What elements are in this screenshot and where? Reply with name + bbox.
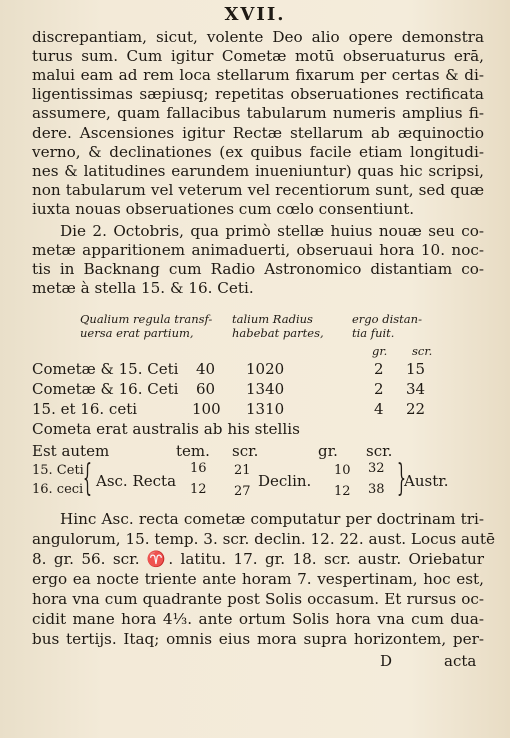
- row-value-radius: 1310: [246, 400, 285, 418]
- asc-scr: 21: [234, 463, 251, 478]
- est-autem-label: Est autem: [32, 442, 110, 460]
- table-heading-radius: talium Radius habebat partes,: [232, 312, 324, 340]
- text-line: Hinc Asc. recta cometæ computatur per doctrinam tri-: [60, 510, 484, 528]
- text-line: metæ à stella 15. & 16. Ceti.: [32, 279, 254, 297]
- est-scr: scr.: [232, 442, 259, 460]
- row-value-radius: 1340: [246, 380, 285, 398]
- row-value-gr: 2: [374, 360, 384, 378]
- row-value-gr: 2: [374, 380, 384, 398]
- text-line: metæ apparitionem animaduerti, obseruaui hora 10. noc-: [32, 241, 484, 259]
- table-sub-scr: scr.: [412, 344, 433, 358]
- asc-recta-label: Asc. Recta: [96, 472, 177, 490]
- row-value-radius: 1020: [246, 360, 285, 378]
- text-line: discrepantiam, sicut, volente Deo alio opere demonstra: [32, 28, 484, 46]
- row-label: 15. et 16. ceti: [32, 400, 138, 418]
- text-line: non tabularum vel veterum vel recentiorum sunt, sed quæ: [32, 181, 484, 199]
- text-line: Cometa erat australis ab his stellis: [32, 420, 300, 438]
- declin-scr: 38: [368, 482, 385, 497]
- text-line: hora vna cum quadrante post Solis occasum. Et rursus oc-: [32, 590, 484, 608]
- star-label: 16. ceci: [32, 482, 84, 497]
- text-line: tis in Backnang cum Radio Astronomico distantiam co-: [32, 260, 484, 278]
- row-value-scr: 15: [406, 360, 426, 378]
- est-tem: tem.: [176, 442, 210, 460]
- est-gr: gr.: [318, 442, 338, 460]
- text-line: 8. gr. 56. scr. ♈. latitu. 17. gr. 18. scr. austr. Oriebatur: [32, 550, 484, 568]
- declin-gr: 12: [334, 484, 351, 499]
- star-label: 15. Ceti: [32, 463, 84, 478]
- row-label: Cometæ & 15. Ceti: [32, 360, 179, 378]
- left-brace-icon: {: [82, 458, 93, 499]
- table-heading-regula: Qualium regula transf- uersa erat partium,: [80, 312, 213, 340]
- asc-temp: 12: [190, 482, 207, 497]
- asc-temp: 16: [190, 461, 207, 476]
- text-line: angulorum, 15. temp. 3. scr. declin. 12. 22. aust. Locus autē: [32, 530, 495, 548]
- est-scr: scr.: [366, 442, 393, 460]
- text-line: verno, & declinationes (ex quibus facile etiam longitudi-: [32, 143, 484, 161]
- text-line: nes & latitudines earundem inueniuntur) quas hic scripsi,: [32, 162, 484, 180]
- row-value-regula: 40: [196, 360, 216, 378]
- text-line: ligentissimas sæpiusq; repetitas obseruationes rectificata: [32, 85, 484, 103]
- text-line: iuxta nouas obseruationes cum cœlo consentiunt.: [32, 200, 415, 218]
- row-value-scr: 34: [406, 380, 426, 398]
- text-line: assumere, quam fallacibus tabularum numeris amplius fi-: [32, 104, 484, 122]
- right-brace-icon: }: [396, 458, 407, 499]
- catchword: acta: [444, 652, 477, 670]
- text-line: cidit mane hora 4⅓. ante ortum Solis hora vna cum dua-: [32, 610, 484, 628]
- asc-scr: 27: [234, 484, 251, 499]
- row-label: Cometæ & 16. Ceti: [32, 380, 179, 398]
- row-value-gr: 4: [374, 400, 384, 418]
- text-line: Die 2. Octobris, qua primò stellæ huius nouæ seu co-: [60, 222, 484, 240]
- row-value-regula: 100: [192, 400, 221, 418]
- text-line: dere. Ascensiones igitur Rectæ stellarum ab æquinoctio: [32, 124, 484, 142]
- page-header: XVII.: [224, 4, 286, 25]
- signature-mark: D: [380, 652, 393, 670]
- text-line: ergo ea nocte triente ante horam 7. vespertinam, hoc est,: [32, 570, 484, 588]
- declin-gr: 10: [334, 463, 351, 478]
- direction-label: Austr.: [404, 472, 449, 490]
- table-heading-distantia: ergo distan- tia fuit.: [352, 312, 422, 340]
- text-line: malui eam ad rem loca stellarum fixarum per certas & di-: [32, 66, 484, 84]
- text-line: turus sum. Cum igitur Cometæ motū obseruaturus erā,: [32, 47, 484, 65]
- text-line: bus tertijs. Itaq; omnis eius mora supra horizontem, per-: [32, 630, 484, 648]
- table-sub-gr: gr.: [372, 344, 388, 358]
- declin-scr: 32: [368, 461, 385, 476]
- row-value-scr: 22: [406, 400, 426, 418]
- row-value-regula: 60: [196, 380, 216, 398]
- declin-label: Declin.: [258, 472, 312, 490]
